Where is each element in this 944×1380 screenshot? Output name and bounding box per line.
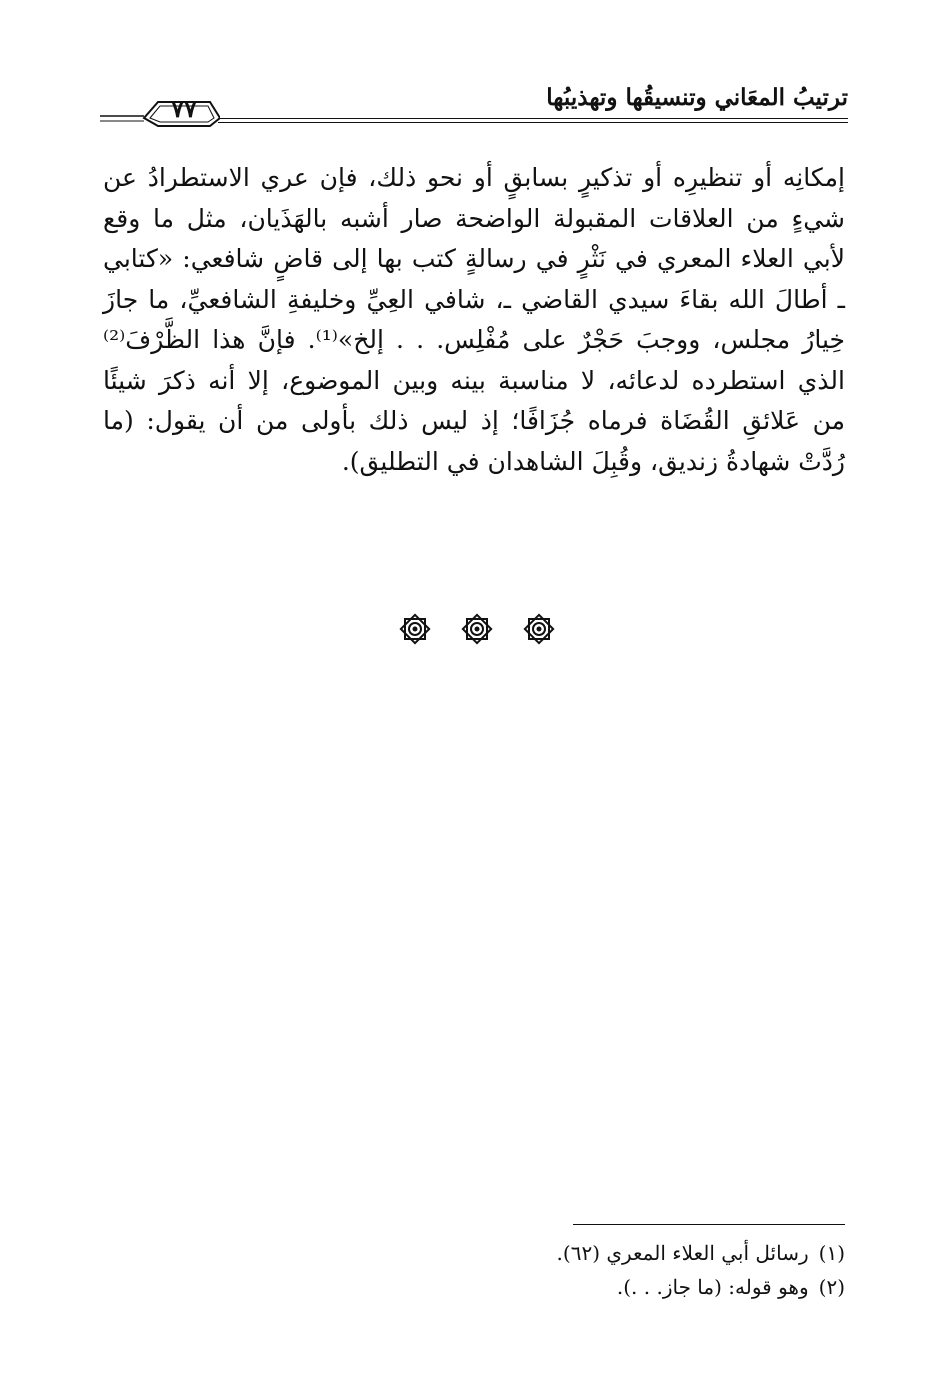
text-line: لأبي العلاء المعري في نَثْرٍ في رسالةٍ كتب بها إلى قاضٍ شافعي: «كتابي [103, 244, 845, 273]
text-line: شيءٍ من العلاقات المقبولة الواضحة صار أشبه بالهَذَيان، مثل ما وقع [103, 203, 845, 233]
text-line: خِيارُ مجلس، ووجبَ حَجْرٌ على مُفْلِس. . . إلخ»⁽¹⁾. فإنَّ هذا الظَّرْفَ⁽²⁾ [103, 325, 845, 354]
page-header [100, 78, 848, 128]
footnote-item [345, 1236, 845, 1270]
text-line: ـ أطالَ الله بقاءَ سيدي القاضي ـ، شافي العِيِّ وخليفةِ الشافعيِّ، ما جازَ [103, 284, 845, 314]
footnote-text: وهو قوله: (ما جاز. . .). [616, 1275, 809, 1299]
footnote-number: (١) [818, 1241, 845, 1265]
text-line: من عَلائقِ القُضَاة فرماه جُزَافًا؛ إذ ليس ذلك بأولى من أن يقول: (ما [103, 406, 845, 435]
body-paragraph [103, 158, 845, 482]
header-rule-thin [218, 122, 848, 123]
ornamental-flower-icon [522, 612, 556, 646]
footnote-rule [573, 1224, 845, 1225]
ornamental-flower-icon [460, 612, 494, 646]
header-rule [218, 118, 848, 119]
page-number-ornament [100, 92, 220, 128]
section-separator [398, 612, 558, 646]
text-line: الذي استطرده لدعائه، لا مناسبة بينه وبين الموضوع، إلا أنه ذكرَ شيئًا [103, 365, 845, 395]
text-line-last: رُدَّتْ شهادةُ زنديق، وقُبِلَ الشاهدان في التطليق). [341, 446, 845, 476]
footnote-number: (٢) [818, 1275, 845, 1299]
ornamental-flower-icon [398, 612, 432, 646]
running-title: ترتيبُ المعَاني وتنسيقُها وتهذيبُها [546, 84, 848, 111]
footnotes [345, 1236, 845, 1304]
text-line: إمكانِه أو تنظيرِه أو تذكيرٍ بسابقٍ أو نحو ذلك، فإن عري الاستطرادُ عن [103, 163, 845, 192]
footnote-item [345, 1270, 845, 1304]
footnote-text: رسائل أبي العلاء المعري (٦٢). [556, 1241, 809, 1265]
page-number: ٧٧ [171, 94, 197, 123]
